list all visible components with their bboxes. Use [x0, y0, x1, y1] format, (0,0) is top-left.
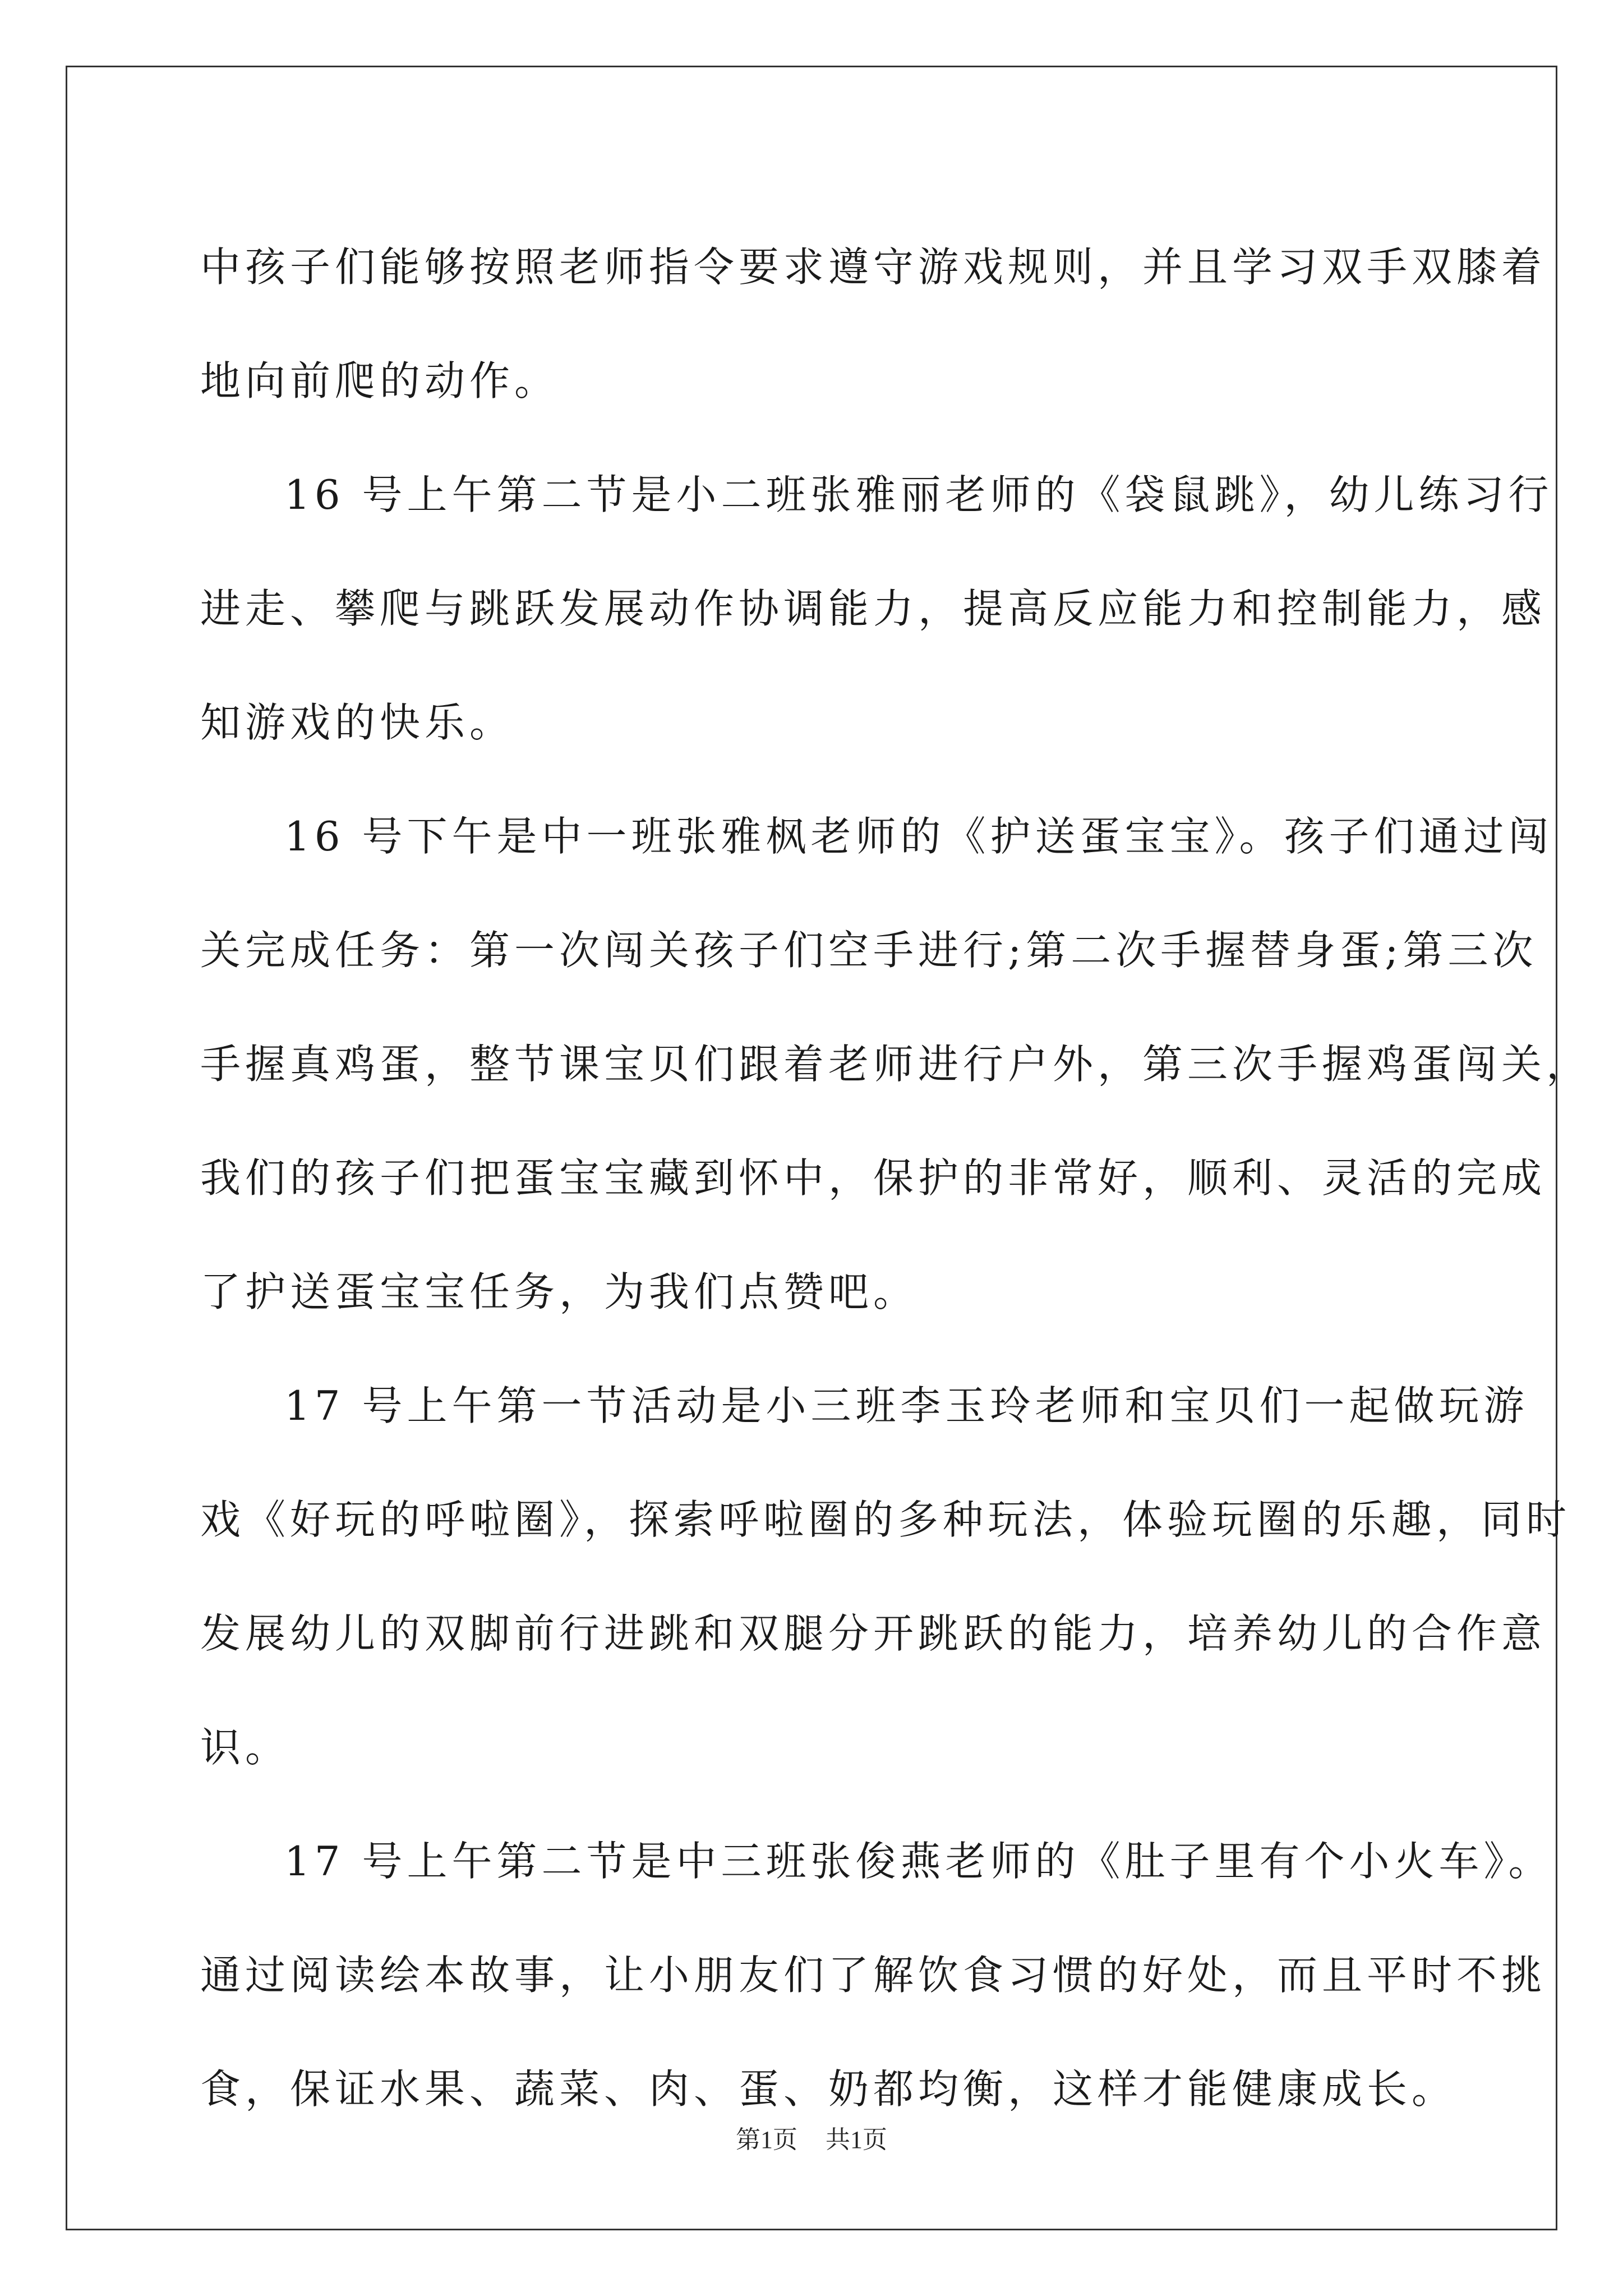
text-line: 进走、攀爬与跳跃发展动作协调能力，提高反应能力和控制能力，感 — [200, 585, 1547, 632]
text-line: 知游戏的快乐。 — [200, 699, 515, 746]
document-body — [200, 210, 1592, 2146]
text-line: 手握真鸡蛋，整节课宝贝们跟着老师进行户外，第三次手握鸡蛋闯关， — [200, 1041, 1592, 1088]
paragraph-start-line: 16 号上午第二节是小二班张雅丽老师的《袋鼠跳》，幼儿练习行 — [284, 471, 1553, 518]
page-total: 共1页 — [826, 2126, 887, 2154]
text-line: 中孩子们能够按照老师指令要求遵守游戏规则，并且学习双手双膝着 — [200, 243, 1547, 291]
text-line: 地向前爬的动作。 — [200, 357, 560, 404]
paragraph-start-line: 16 号下午是中一班张雅枫老师的《护送蛋宝宝》。孩子们通过闯 — [284, 813, 1553, 860]
text-line: 识。 — [200, 1724, 291, 1771]
text-line: 我们的孩子们把蛋宝宝藏到怀中，保护的非常好，顺利、灵活的完成 — [200, 1154, 1547, 1202]
page-footer — [0, 2119, 1623, 2155]
text-line: 关完成任务：第一次闯关孩子们空手进行;第二次手握替身蛋;第三次 — [200, 927, 1538, 974]
text-line: 食，保证水果、蔬菜、肉、蛋、奶都均衡，这样才能健康成长。 — [200, 2065, 1457, 2113]
paragraph-start-line: 17 号上午第一节活动是小三班李玉玲老师和宝贝们一起做玩游 — [284, 1382, 1529, 1429]
text-line: 发展幼儿的双脚前行进跳和双腿分开跳跃的能力，培养幼儿的合作意 — [200, 1610, 1547, 1657]
text-line: 了护送蛋宝宝任务，为我们点赞吧。 — [200, 1268, 919, 1315]
page-number: 第1页 — [736, 2126, 797, 2154]
paragraph-start-line: 17 号上午第二节是中三班张俊燕老师的《肚子里有个小火车》。 — [284, 1838, 1553, 1885]
text-line: 通过阅读绘本故事，让小朋友们了解饮食习惯的好处，而且平时不挑 — [200, 1952, 1547, 1999]
text-line: 戏《好玩的呼啦圈》，探索呼啦圈的多种玩法，体验玩圈的乐趣，同时 — [200, 1496, 1571, 1543]
